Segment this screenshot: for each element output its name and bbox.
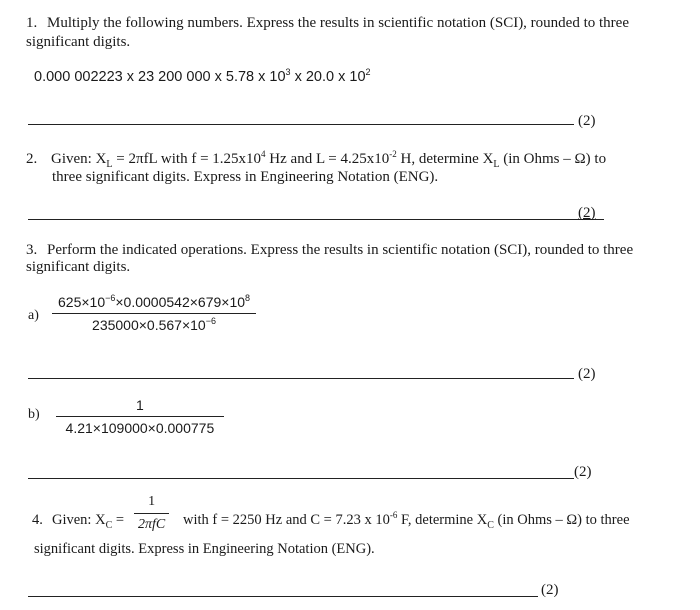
q1-expression: 0.000 002223 x 23 200 000 x 5.78 x $10^3$ x 20.0 x $10^2$ — [34, 67, 371, 85]
q4-text-rest: with f = 2250 Hz and C = 7.23 x $10^{-6}$ F, determine $X_C$ (in Ohms – Ω) to three — [183, 510, 630, 531]
q1-prompt — [26, 14, 629, 32]
q3b-marks: (2) — [574, 464, 592, 480]
q4-fraction — [132, 494, 171, 533]
q3-number: 3. — [26, 242, 38, 258]
q3a-label: a) — [28, 308, 39, 323]
q1-number: 1. — [26, 15, 38, 31]
q3a-marks: (2) — [578, 366, 596, 382]
q2-answer-line[interactable] — [28, 219, 604, 220]
q3-text-line2: significant digits. — [26, 259, 131, 275]
q2-number: 2. — [26, 151, 38, 167]
q1-marks: (2) — [578, 113, 596, 129]
q2-text-line2: three significant digits. Express in Engineering Notation (ENG). — [52, 169, 439, 185]
q3a-numerator: $625\times 10^{-6}\times 0.0000542\times 679\times 10^8$ — [52, 294, 256, 314]
q4-text-line2: significant digits. Express in Engineering Notation (ENG). — [34, 541, 375, 557]
q4-given: Given: $X_C$ = — [52, 512, 125, 531]
q3b-denominator: 4.21×109000×0.000775 — [65, 420, 215, 436]
q2-prompt: 2. Given: $X_L = 2\pi fL$ with $f = 1.25x10^4$ Hz and $L = 4.25x10^{-2}$ H, determine $X_L$ (in Ohms – Ω) to — [26, 149, 607, 170]
q1-text-line1: Multiply the following numbers. Express the results in scientific notation (SCI), rounded to three — [47, 15, 629, 31]
q1-answer-line[interactable] — [28, 124, 574, 125]
q2-marks: (2) — [578, 205, 596, 221]
q3b-numerator: 1 — [56, 397, 224, 417]
q4-frac-numerator: 1 — [134, 494, 169, 514]
q4-marks: (2) — [541, 582, 559, 598]
q4-answer-line[interactable] — [28, 596, 538, 597]
q3b-label: b) — [28, 407, 40, 422]
q1-text-line2: significant digits. — [26, 34, 131, 50]
q4-number: 4. — [32, 512, 43, 528]
q3-text-line1: Perform the indicated operations. Express the results in scientific notation (SCI), rounded to three — [47, 242, 634, 258]
q3-prompt — [26, 241, 633, 259]
q3a-answer-line[interactable] — [28, 378, 574, 379]
q4-frac-denominator: 2πfC — [138, 517, 166, 532]
q3b-fraction — [56, 397, 224, 436]
q3b-answer-line[interactable] — [28, 478, 574, 479]
q3a-fraction — [52, 294, 256, 333]
q3a-denominator: $235000\times 0.567\times 10^{-6}$ — [92, 316, 216, 333]
